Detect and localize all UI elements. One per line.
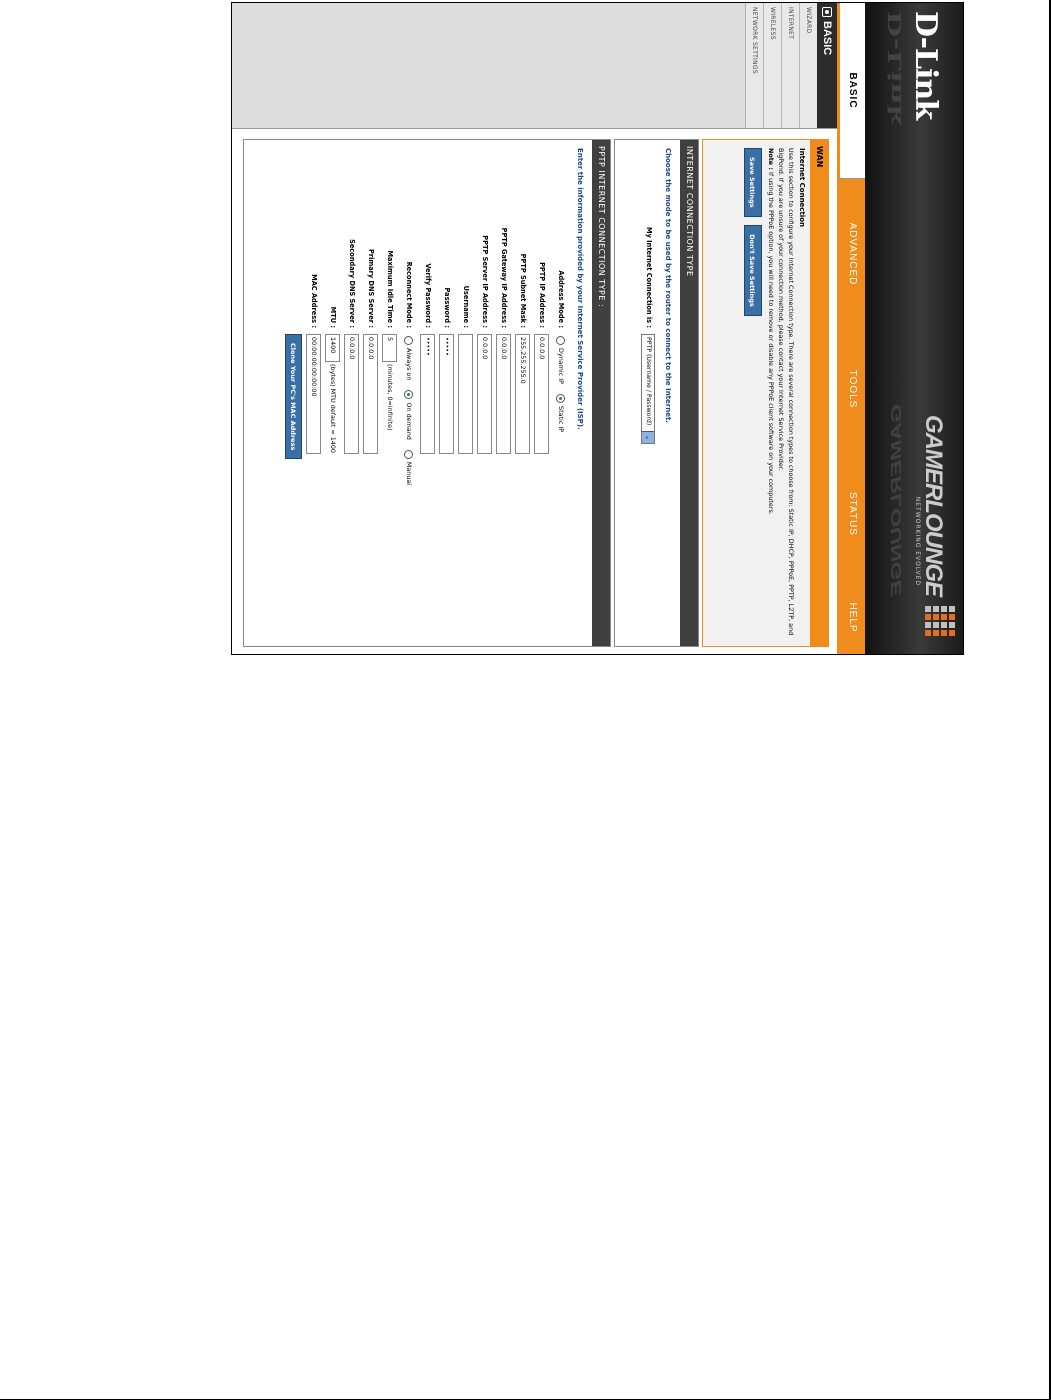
pptp-mask-label: PPTP Subnet Mask : xyxy=(519,253,527,328)
sidebar-title: BASIC xyxy=(821,21,833,56)
pptp-mask-input[interactable]: 255.255.255.0 xyxy=(515,334,530,454)
ict-title: INTERNET CONNECTION TYPE xyxy=(680,140,698,646)
static-ip-radio[interactable] xyxy=(556,394,565,403)
address-mode-label: Address Mode : xyxy=(557,270,565,328)
chevron-down-icon[interactable]: ⌄ xyxy=(642,431,654,443)
sidebar xyxy=(232,3,837,129)
password-row xyxy=(437,140,456,646)
reconnect-mode-row xyxy=(399,140,418,646)
reconnect-mode-control xyxy=(401,334,416,491)
tab-help[interactable]: HELP xyxy=(847,602,858,633)
verify-password-input[interactable]: ••••• xyxy=(420,334,435,454)
pptp-mask-row xyxy=(513,140,532,646)
tab-basic[interactable]: BASIC xyxy=(840,3,865,179)
always-on-radio[interactable] xyxy=(404,336,413,345)
address-mode-row xyxy=(551,140,570,646)
reconnect-mode-label: Reconnect Mode : xyxy=(405,261,413,328)
wan-button-row xyxy=(740,140,766,646)
idle-time-hint: (minutes, 0=infinite) xyxy=(386,364,394,431)
gamerlounge-logo-reflection: GAMERLOUNGE xyxy=(888,404,905,596)
note-label: Note : xyxy=(767,148,775,170)
dont-save-settings-button[interactable]: Don't Save Settings xyxy=(744,225,762,316)
router-admin-ui xyxy=(232,3,964,655)
tab-status[interactable]: STATUS xyxy=(847,492,858,536)
pptp-gateway-input[interactable]: 0.0.0.0 xyxy=(496,334,511,454)
gamerlounge-tagline: NETWORKING EVOLVED xyxy=(914,496,921,586)
top-nav xyxy=(840,3,865,655)
secondary-dns-label: Secondary DNS Server : xyxy=(348,239,356,328)
secondary-dns-input[interactable]: 0.0.0.0 xyxy=(344,334,359,454)
on-demand-radio[interactable] xyxy=(404,390,413,399)
pptp-title: PPTP INTERNET CONNECTION TYPE : xyxy=(592,140,610,646)
pptp-server-row xyxy=(475,140,494,646)
username-row xyxy=(456,140,475,646)
connection-type-label: My Internet Connection is : xyxy=(645,227,653,328)
router-screenshot xyxy=(231,2,964,655)
sidebar-item-internet[interactable]: INTERNET xyxy=(781,3,799,128)
dynamic-ip-radio[interactable] xyxy=(556,336,565,345)
wan-note xyxy=(766,140,776,646)
address-mode-control xyxy=(553,334,568,438)
save-settings-button[interactable]: Save Settings xyxy=(744,148,762,217)
username-label: Username : xyxy=(462,285,470,328)
idle-time-row xyxy=(380,140,399,646)
sidebar-header xyxy=(817,3,837,128)
password-label: Password : xyxy=(443,287,451,328)
internet-connection-heading: Internet Connection xyxy=(798,148,806,227)
mtu-hint: (bytes) MTU default = 1400 xyxy=(329,364,337,453)
mtu-label: MTU : xyxy=(329,306,337,328)
pptp-ip-label: PPTP IP Address : xyxy=(538,262,546,328)
clone-mac-row xyxy=(285,140,304,646)
idle-time-label: Maximum Idle Time : xyxy=(386,250,394,328)
always-on-label: Always on xyxy=(405,348,413,381)
dynamic-ip-label: Dynamic IP xyxy=(557,348,565,384)
note-text: If using the PPPoE option, you will need to remove or disable any PPPoE client software on your computers. xyxy=(767,171,775,515)
wan-description: Use this section to configure your Internet Connection type. There are several connection types to choose from: Static IP, DHCP, PPPoE, PPTP, L2TP, and BigPond. If you are unsure of your connection method, please contact your Internet Service Provider. xyxy=(777,148,795,636)
manual-label: Manual xyxy=(405,461,413,486)
clone-mac-button[interactable]: Clone Your PC's MAC Address xyxy=(285,334,302,459)
sidebar-item-wizard[interactable]: WIZARD xyxy=(799,3,817,128)
gamerlounge-logo: GAMERLOUNGE xyxy=(920,415,947,596)
tab-tools[interactable]: TOOLS xyxy=(847,369,858,409)
connection-type-control xyxy=(641,334,656,444)
username-input[interactable] xyxy=(458,334,473,454)
primary-dns-label: Primary DNS Server : xyxy=(367,249,375,328)
pptp-intro: Enter the information provided by your Internet Service Provider (ISP). xyxy=(576,148,584,430)
pptp-gateway-label: PPTP Gateway IP Address : xyxy=(500,227,508,328)
pptp-ip-row xyxy=(532,140,551,646)
ict-question: Choose the mode to be used by the router to connect to the Internet. xyxy=(664,148,672,423)
tab-advanced[interactable]: ADVANCED xyxy=(847,222,858,286)
mac-address-label: MAC Address : xyxy=(310,274,318,328)
pptp-gateway-row xyxy=(494,140,513,646)
pptp-section xyxy=(243,139,611,647)
on-demand-label: On demand xyxy=(405,402,413,440)
idle-time-input[interactable]: 5 xyxy=(382,334,397,362)
header-banner xyxy=(865,3,964,655)
connection-type-value: PPTP (Username / Password) xyxy=(645,337,652,426)
mac-address-input[interactable]: 00:00:00:00:00:00 xyxy=(306,334,321,454)
wan-section xyxy=(702,139,829,647)
manual-radio[interactable] xyxy=(404,450,413,459)
pptp-server-label: PPTP Server IP Address : xyxy=(481,235,489,328)
pptp-server-input[interactable]: 0.0.0.0 xyxy=(477,334,492,454)
mtu-input[interactable]: 1400 xyxy=(325,334,340,362)
nav-separator xyxy=(837,3,840,655)
primary-dns-row xyxy=(361,140,380,646)
main-content xyxy=(237,129,837,649)
internet-connection-type-section xyxy=(614,139,699,647)
static-ip-label: Static IP xyxy=(557,406,565,433)
wan-title: WAN xyxy=(810,140,828,646)
primary-dns-input[interactable]: 0.0.0.0 xyxy=(363,334,378,454)
basic-icon xyxy=(822,7,832,17)
connection-type-select[interactable] xyxy=(641,334,655,444)
verify-password-label: Verify Password : xyxy=(424,263,432,328)
sidebar-item-wireless[interactable]: WIRELESS xyxy=(763,3,781,128)
connection-type-row xyxy=(639,140,658,646)
sidebar-item-network-settings[interactable]: NETWORK SETTINGS xyxy=(745,3,763,128)
dlink-logo-reflection: D-Link xyxy=(885,11,906,126)
mtu-row xyxy=(323,140,342,646)
dlink-logo: D-Link xyxy=(908,11,943,120)
secondary-dns-row xyxy=(342,140,361,646)
password-input[interactable]: ••••• xyxy=(439,334,454,454)
brand-dots-icon xyxy=(925,606,955,636)
verify-password-row xyxy=(418,140,437,646)
mac-address-row xyxy=(304,140,323,646)
pptp-ip-input[interactable]: 0.0.0.0 xyxy=(534,334,549,454)
